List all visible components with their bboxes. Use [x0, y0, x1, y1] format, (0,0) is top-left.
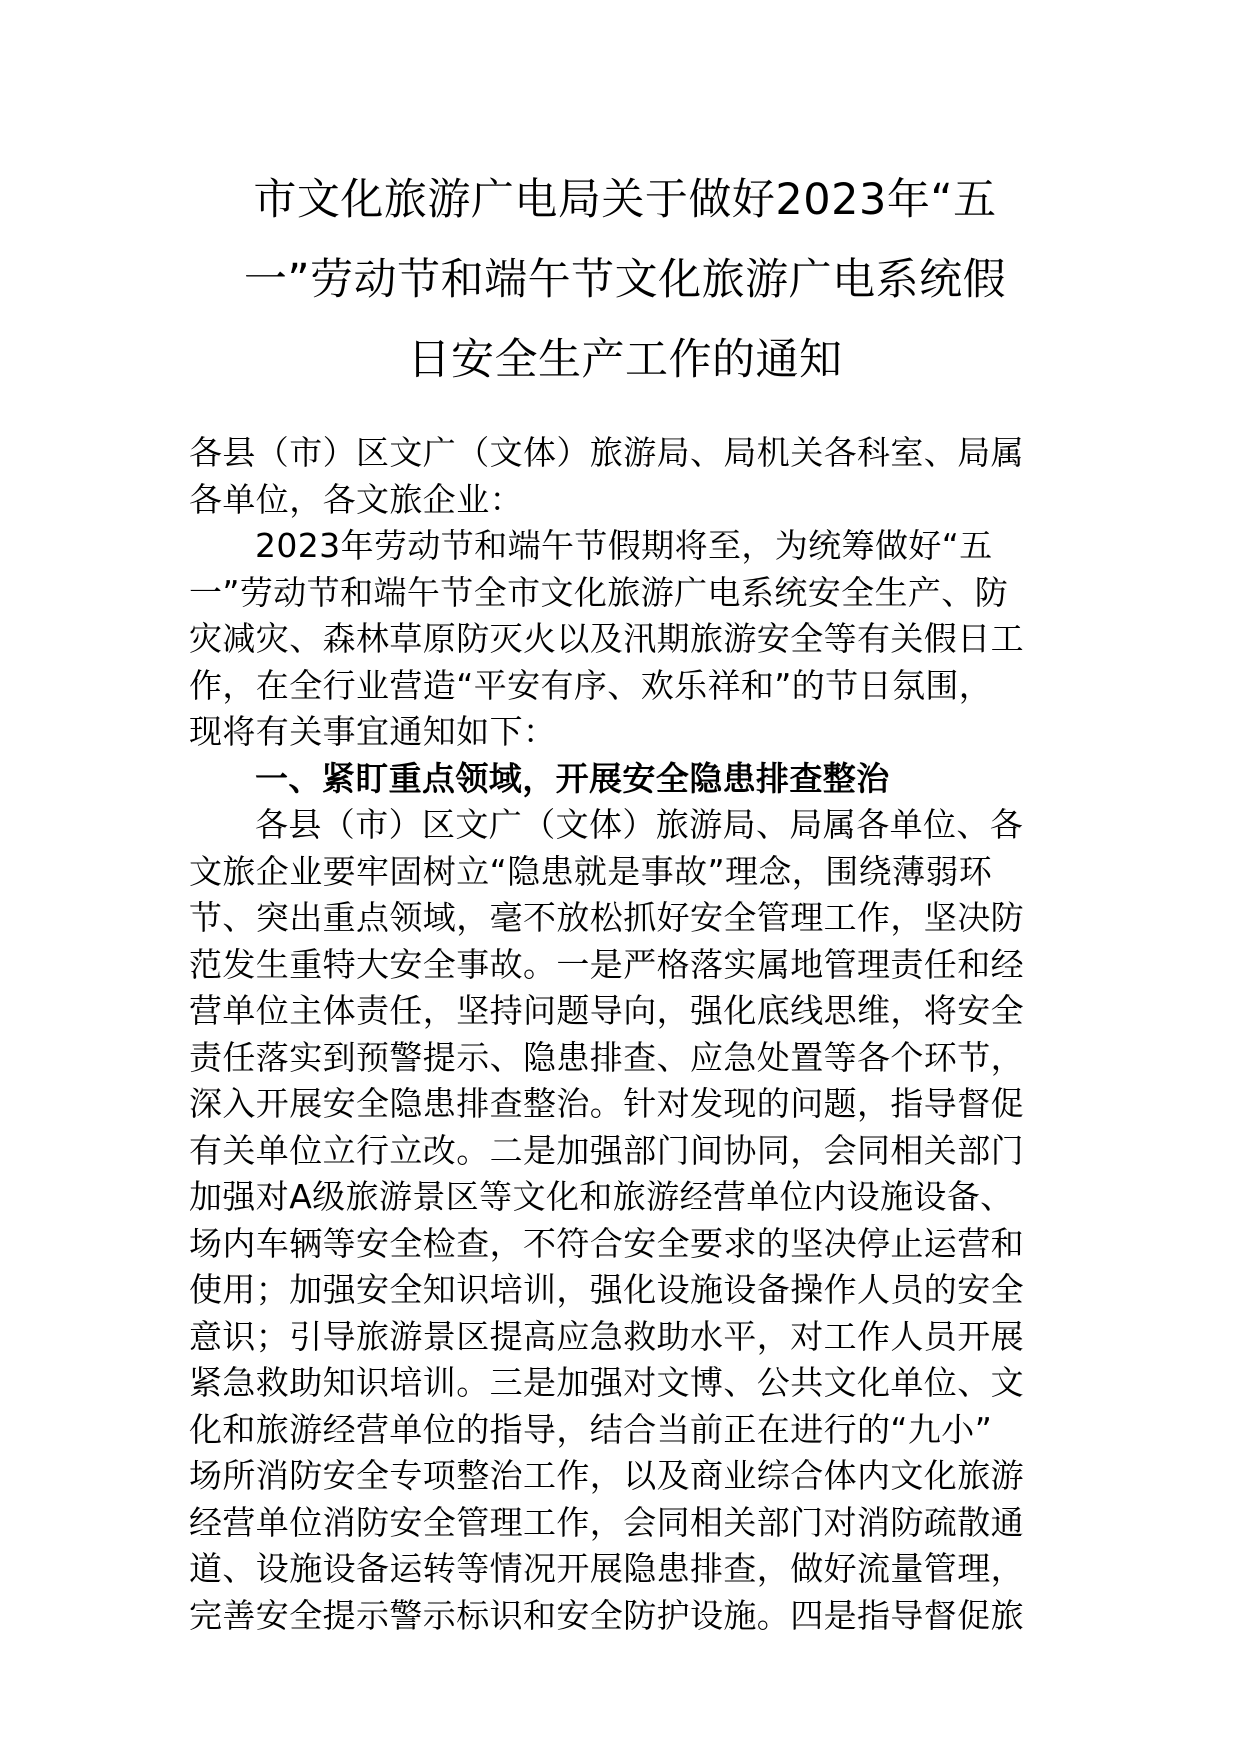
section-line: 有关单位立行立改。二是加强部门间协同，会同相关部门 — [189, 1130, 1024, 1170]
section-line: 范发生重特大安全事故。一是严格落实属地管理责任和经 — [189, 944, 1024, 984]
intro-line: 灾减灾、森林草原防灭火以及汛期旅游安全等有关假日工 — [189, 619, 1024, 658]
section-line: 各县（市）区文广（文体）旅游局、局属各单位、各 — [255, 805, 1024, 844]
section-line: 营单位主体责任，坚持问题导向，强化底线思维，将安全 — [189, 991, 1024, 1030]
section-line: 文旅企业要牢固树立“隐患就是事故”理念，围绕薄弱环 — [189, 851, 993, 891]
section-line: 场内车辆等安全检查，不符合安全要求的坚决停止运营和 — [189, 1223, 1024, 1263]
intro-line: 2023年劳动节和端午节假期将至，为统筹做好“五 — [255, 526, 993, 565]
section-line: 节、突出重点领域，毫不放松抓好安全管理工作，坚决防 — [189, 898, 1024, 937]
section-line: 化和旅游经营单位的指导，结合当前正在进行的“九小” — [189, 1409, 993, 1449]
section-line: 紧急救助知识培训。三是加强对文博、公共文化单位、文 — [189, 1363, 1024, 1402]
title-line-1: 市文化旅游广电局关于做好2023年“五 — [253, 175, 997, 225]
section-line: 责任落实到预警提示、隐患排查、应急处置等各个环节， — [189, 1037, 1024, 1077]
document-body — [189, 430, 1057, 1639]
title-line-3: 日安全生产工作的通知 — [407, 335, 843, 385]
salutation-line: 各单位，各文旅企业： — [189, 479, 523, 519]
document-title — [190, 160, 1060, 400]
title-line-2: 一”劳动节和端午节文化旅游广电系统假 — [243, 255, 1007, 305]
section-line: 深入开展安全隐患排查整治。针对发现的问题，指导督促 — [189, 1084, 1024, 1123]
section-line: 使用；加强安全知识培训，强化设施设备操作人员的安全 — [189, 1270, 1024, 1309]
section-line: 场所消防安全专项整治工作，以及商业综合体内文化旅游 — [189, 1456, 1024, 1495]
section-line: 道、设施设备运转等情况开展隐患排查，做好流量管理， — [189, 1549, 1024, 1588]
section-line: 意识；引导旅游景区提高应急救助水平，对工作人员开展 — [189, 1316, 1024, 1356]
intro-line: 作，在全行业营造“平安有序、欢乐祥和”的节日氛围， — [189, 665, 993, 705]
section-heading: 一、紧盯重点领域，开展安全隐患排查整治 — [255, 758, 890, 798]
section-line: 经营单位消防安全管理工作，会同相关部门对消防疏散通 — [189, 1502, 1024, 1542]
section-line: 完善安全提示警示标识和安全防护设施。四是指导督促旅 — [189, 1595, 1024, 1635]
salutation-line: 各县（市）区文广（文体）旅游局、局机关各科室、局属 — [189, 433, 1024, 472]
intro-line: 现将有关事宜通知如下： — [189, 712, 557, 751]
section-line: 加强对A级旅游景区等文化和旅游经营单位内设施设备、 — [189, 1177, 1014, 1216]
intro-line: 一”劳动节和端午节全市文化旅游广电系统安全生产、防 — [189, 572, 1009, 612]
